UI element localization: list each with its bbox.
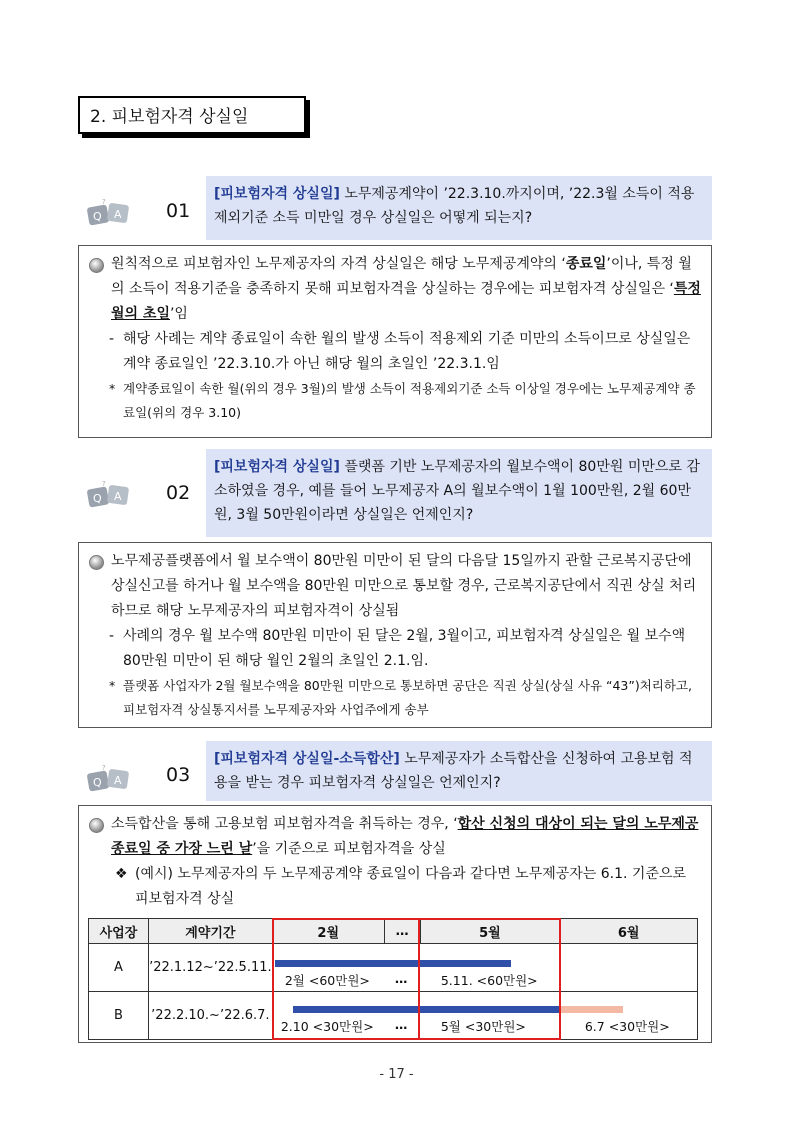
question-number: 01 (166, 200, 191, 222)
table-header: … (384, 919, 420, 944)
answer-text: ’이나, 특정 월의 소득이 적용기준을 충족하지 못해 피보험자격을 상실하는 경우에는 피보험자격 상실일은 ‘ (111, 256, 692, 297)
question-box (206, 741, 712, 801)
svg-text:A: A (114, 490, 122, 503)
bullet-icon (89, 555, 104, 570)
page-number: - 17 - (379, 1067, 414, 1082)
answer-paragraph (87, 812, 703, 862)
note-text: 플랫폼 사업자가 2월 월보수액을 80만원 미만으로 통보하면 공단은 직권 상실(상실 사유 “43”)처리하고, 피보험자격 상실통지서를 노무제공자와 사업주에게 송부 (123, 678, 693, 717)
timeline-label: 2.10 <30만원> (280, 1019, 374, 1034)
answer-paragraph (87, 252, 703, 327)
question-text: 노무제공자가 소득합산을 신청하여 고용보험 적용을 받는 경우 피보험자격 상실일은 언제인지? (214, 751, 693, 791)
answer-note (87, 674, 703, 722)
timeline-label: 5월 <30만원> (440, 1019, 526, 1034)
answer-paragraph (87, 549, 703, 624)
svg-text:Q: Q (93, 776, 102, 789)
answer-subitem (87, 327, 703, 377)
timeline-label: 5.11. <60만원> (440, 973, 538, 988)
answer-text: 원칙적으로 피보험자인 노무제공자의 자격 상실일은 해당 노무제공계약의 ‘ (111, 256, 566, 272)
table-cell: ’22.2.10.~’22.6.7. (148, 992, 272, 1040)
timeline-label: 6.7 <30만원> (584, 1019, 670, 1034)
diamond-icon: ❖ (115, 866, 128, 882)
question-tag: [피보험자격 상실일] (214, 186, 340, 202)
table-header: 2월 (272, 919, 384, 944)
answer-note (87, 377, 703, 425)
dash-marker: - (109, 331, 115, 347)
svg-text:?: ? (102, 198, 106, 206)
question-box (206, 449, 712, 537)
answer-text: 노무제공플랫폼에서 월 보수액이 80만원 미만이 된 달의 다음달 15일까지 관할 근로복지공단에 상실신고를 하거나 월 보수액을 80만원 미만으로 통보할 경우, 근로복지공단에서 직권 상실 처리하므로 해당 노무제공자의 피보험자격이 상실됨 (111, 553, 697, 619)
svg-text:A: A (114, 774, 122, 787)
table-header: 계약기간 (148, 919, 272, 944)
answer-box (78, 245, 712, 438)
question-text: 노무제공계약이 ’22.3.10.까지이며, ’22.3월 소득이 적용제외기준 소득 미만일 경우 상실일은 어떻게 되는지? (214, 186, 695, 226)
subitem-text: (예시) 노무제공자의 두 노무제공계약 종료일이 다음과 같다면 노무제공자는 6.1. 기준으로 피보험자격 상실 (135, 866, 687, 907)
svg-text:Q: Q (93, 492, 102, 505)
svg-text:A: A (114, 208, 122, 221)
answer-emphasis: 특정 월의 초일 (111, 281, 701, 322)
bullet-icon (89, 258, 104, 273)
qa-badge-icon (86, 762, 132, 792)
svg-text:Q: Q (93, 210, 102, 223)
section-title-text: 2. 피보험자격 상실일 (90, 107, 249, 127)
note-marker: * (109, 678, 116, 693)
note-marker: * (109, 381, 116, 396)
question-text: 플랫폼 기반 노무제공자의 월보수액이 80만원 미만으로 감소하였을 경우, 예를 들어 노무제공자 A의 월보수액이 1월 100만원, 2월 60만원, 3월 50만원이라면 상실일은 언제인지? (214, 459, 700, 523)
table-header: 사업장 (89, 919, 149, 944)
table-cell: A (89, 944, 149, 992)
highlight-box-february (272, 918, 420, 1040)
table-header: 5월 (420, 919, 560, 944)
question-box (206, 176, 712, 240)
svg-text:?: ? (102, 764, 106, 772)
table-header: 6월 (560, 919, 698, 944)
section-title (78, 96, 306, 134)
table-cell: ’22.1.12~’22.5.11. (148, 944, 272, 992)
answer-text: ’을 기준으로 피보험자격을 상실 (252, 841, 446, 857)
question-number: 03 (166, 764, 191, 786)
highlight-box-may (420, 918, 561, 1040)
answer-subitem (87, 624, 703, 674)
qa-badge-icon (86, 478, 132, 508)
svg-text:?: ? (102, 480, 106, 488)
answer-emphasis: 종료일 (565, 256, 607, 272)
answer-emphasis: 합산 신청의 대상이 되는 달의 노무제공종료일 중 가장 느린 날 (111, 816, 699, 857)
timeline-label: 2월 <60만원> (284, 973, 370, 988)
dash-marker: - (109, 628, 115, 644)
subitem-text: 해당 사례는 계약 종료일이 속한 월의 발생 소득이 적용제외 기준 미만의 소득이므로 상실일은 계약 종료일인 ’22.3.10.가 아닌 해당 월의 초일인 ’22.3.1.임 (123, 331, 691, 372)
table-cell: B (89, 992, 149, 1040)
question-tag: [피보험자격 상실일-소득합산] (214, 751, 400, 767)
qa-badge-icon (86, 196, 132, 226)
question-number: 02 (166, 482, 191, 504)
answer-subitem (87, 862, 703, 912)
answer-text: ’임 (169, 306, 188, 322)
note-text: 계약종료일이 속한 월(위의 경우 3월)의 발생 소득이 적용제외기준 소득 이상일 경우에는 노무제공계약 종료일(위의 경우 3.10) (123, 381, 696, 420)
answer-box (78, 542, 712, 728)
timeline-bar-extension (561, 1006, 623, 1013)
answer-text: 소득합산을 통해 고용보험 피보험자격을 취득하는 경우, ‘ (111, 816, 458, 832)
question-tag: [피보험자격 상실일] (214, 459, 340, 475)
timeline-label: … (394, 1017, 408, 1032)
bullet-icon (89, 818, 104, 833)
timeline-label: … (394, 971, 408, 986)
subitem-text: 사례의 경우 월 보수액 80만원 미만이 된 달은 2월, 3월이고, 피보험자격 상실일은 월 보수액 80만원 미만이 된 해당 월인 2월의 초일인 2.1.임. (123, 628, 686, 669)
